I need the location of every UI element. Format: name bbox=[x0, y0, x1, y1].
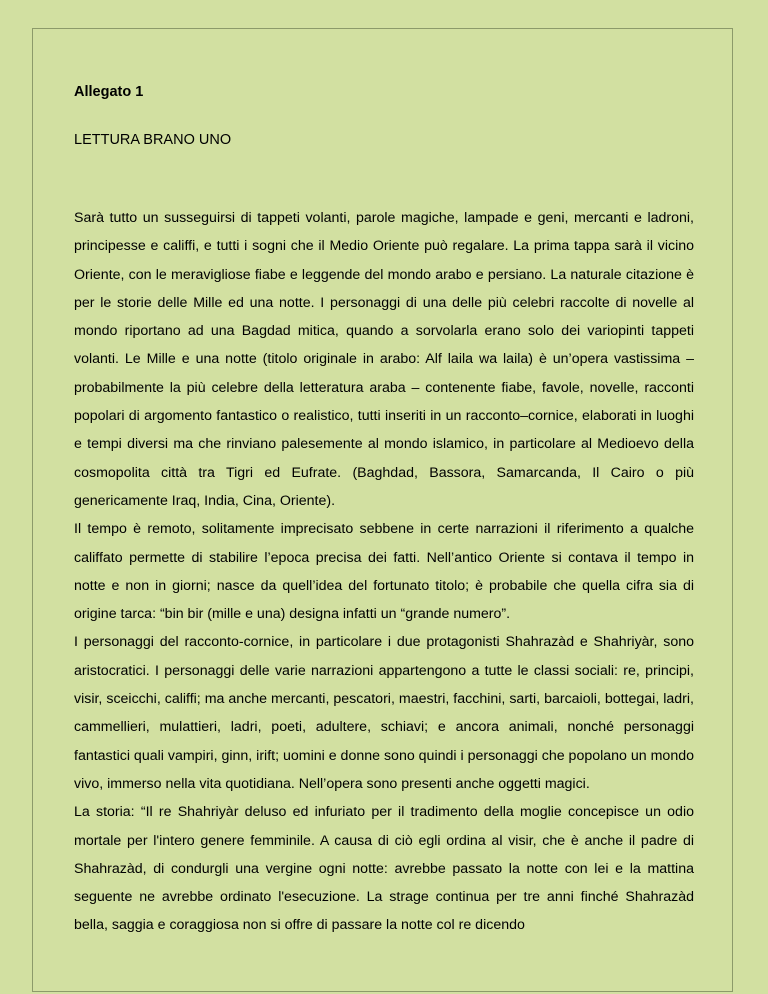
body-text bbox=[74, 204, 694, 940]
paragraph-3: I personaggi del racconto-cornice, in particolare i due protagonisti Shahrazàd e Shahriyàr, sono aristocratici. I personaggi delle varie narrazioni appartengono a tutte le classi sociali: re, principi, visir, sceicchi, califfi; ma anche mercanti, pescatori, maestri, facchini, sarti, barcaioli, bottegai, ladri, cammellieri, mulattieri, ladri, poeti, adultere, schiavi; e ancora animali, nonché personaggi fantastici quali vampiri, ginn, irift; uomini e donne sono quindi i personaggi che popolano un mondo vivo, immerso nella vita quotidiana. Nell’opera sono presenti anche oggetti magici. bbox=[74, 634, 694, 792]
paragraph-4: La storia: “Il re Shahriyàr deluso ed infuriato per il tradimento della moglie concepisce un odio mortale per l'intero genere femminile. A causa di ciò egli ordina al visir, che è anche il padre di Shahrazàd, di condurgli una vergine ogni notte: avrebbe passato la notte con lei e la mattina seguente ne avrebbe ordinato l'esecuzione. La strage continua per tre anni finché Shahrazàd bella, saggia e coraggiosa non si offre di passare la notte col re dicendo bbox=[74, 804, 694, 934]
attachment-label: Allegato 1 bbox=[74, 84, 144, 100]
section-title: LETTURA BRANO UNO bbox=[74, 132, 232, 148]
document-content bbox=[74, 82, 694, 940]
paragraph-2: Il tempo è remoto, solitamente imprecisato sebbene in certe narrazioni il riferimento a qualche califfato permette di stabilire l’epoca precisa dei fatti. Nell’antico Oriente si contava il tempo in notte e non in giorni; nasce da quell’idea del fortunato titolo; è probabile che quella cifra sia di origine tarca: “bin bir (mille e una) designa infatti un “grande numero”. bbox=[74, 521, 694, 623]
paragraph-1: Sarà tutto un susseguirsi di tappeti volanti, parole magiche, lampade e geni, mercanti e ladroni, principesse e califfi, e tutti i sogni che il Medio Oriente può regalare. La prima tappa sarà il vicino Oriente, con le meravigliose fiabe e leggende del mondo arabo e persiano. La naturale citazione è per le storie delle Mille ed una notte. I personaggi di una delle più celebri raccolte di novelle al mondo riportano ad una Bagdad mitica, quando a sorvolarla erano solo dei variopinti tappeti volanti. Le Mille e una notte (titolo originale in arabo: Alf laila wa laila) è un’opera vastissima – probabilmente la più celebre della letteratura araba – contenente fiabe, favole, novelle, racconti popolari di argomento fantastico o realistico, tutti inseriti in un racconto–cornice, elaborati in luoghi e tempi diversi ma che rinviano palesemente al mondo islamico, in particolare al Medioevo della cosmopolita città tra Tigri ed Eufrate. (Baghdad, Bassora, Samarcanda, Il Cairo o più genericamente Iraq, India, Cina, Oriente). bbox=[74, 210, 694, 509]
